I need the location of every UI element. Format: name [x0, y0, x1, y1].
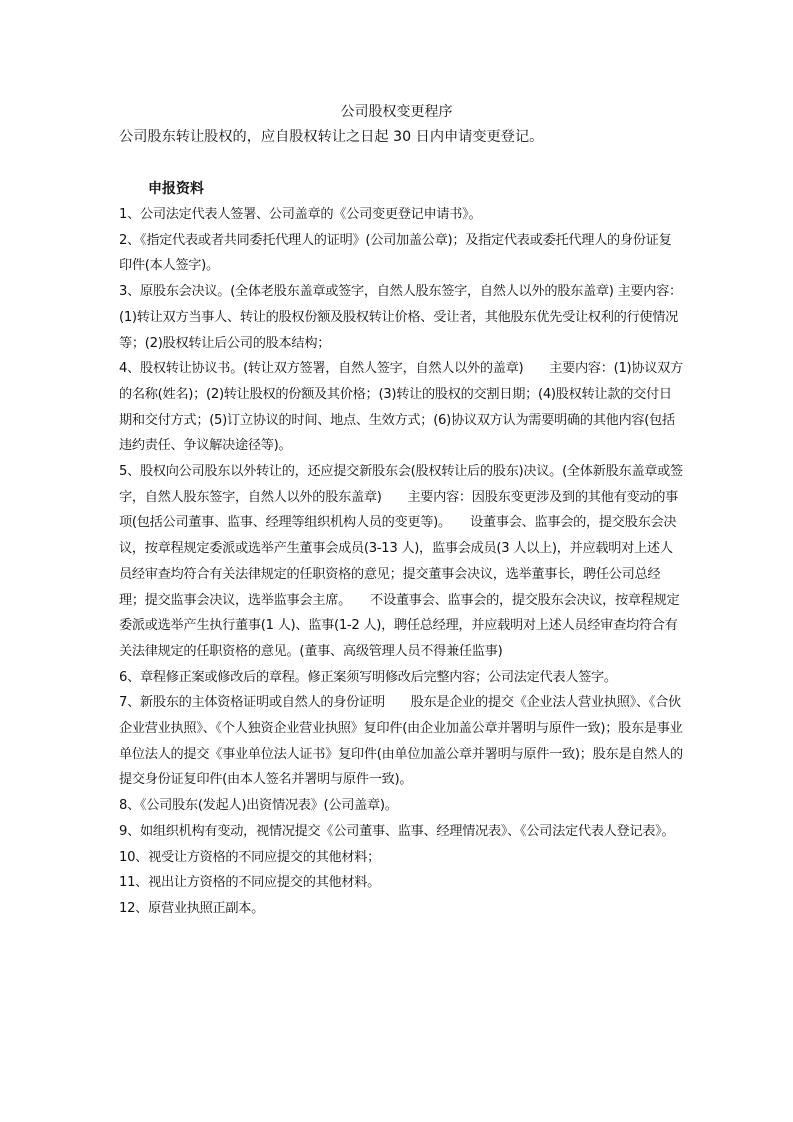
document-title: 公司股权变更程序 [340, 104, 453, 120]
intro-paragraph: 公司股东转让股权的，应自股权转让之日起 30 日内申请变更登记。 [119, 129, 544, 145]
list-item: 7、新股东的主体资格证明或自然人的身份证明 股东是企业的提交《企业法人营业执照》、《合伙企业营业执照》、《个人独资企业营业执照》复印件(由企业加盖公章并署明与原件一致)；股东是事业单位法人的提交《事业单位法人证书》复印件(由单位加盖公章并署明与原件一致)；股东是自然人的提交身份证复印件(由本人签名并署明与原件一致)。 [119, 695, 683, 788]
list-item: 12、原营业执照正副本。 [119, 900, 265, 916]
list-item: 1、公司法定代表人签署、公司盖章的《公司变更登记申请书》。 [119, 207, 482, 222]
requirement-list [119, 202, 684, 922]
list-item: 5、股权向公司股东以外转让的，还应提交新股东会(股权转让后的股东)决议。(全体新股东盖章或签字，自然人股东签字，自然人以外的股东盖章) 主要内容：因股东变更涉及到的其他有变动的事项(包括公司董事、监事、经理等组织机构人员的变更等)。 设董事会、监事会的，提交股东会决议，按章程规定委派或选举产生董事会成员(3-13 人)，监事会成员(3 人以上)，并应载明对上述人员经审查均符合有关法律规定的任职资格的意见；提交董事会决议，选举董事长，聘任公司总经理；提交监事会决议，选举监事会主席。 不设董事会、监事会的，提交股东会决议，按章程规定委派或选举产生执行董事(1 人)、监事(1-2 人)，聘任总经理，并应载明对上述人员经审查均符合有关法律规定的任职资格的意见。(董事、高级管理人员不得兼任监事) [119, 464, 683, 659]
list-item: 11、视出让方资格的不同应提交的其他材料。 [119, 875, 381, 891]
section-heading: 申报资料 [148, 181, 204, 197]
list-item: 4、股权转让协议书。(转让双方签署，自然人签字，自然人以外的盖章) 主要内容：(1)协议双方的名称(姓名)；(2)转让股权的份额及其价格；(3)转让的股权的交割日期；(4)股权转让款的交付日期和交付方式；(5)订立协议的时间、地点、生效方式；(6)协议双方认为需要明确的其他内容(包括违约责任、争议解决途径等)。 [119, 361, 683, 454]
list-item: 3、原股东会决议。(全体老股东盖章或签字，自然人股东签字，自然人以外的股东盖章) 主要内容：(1)转让双方当事人、转让的股权份额及股权转让价格、受让者，其他股东优先受让权利的行使情况等；(2)股权转让后公司的股本结构； [119, 284, 682, 351]
list-item: 6、章程修正案或修改后的章程。修正案须写明修改后完整内容；公司法定代表人签字。 [119, 669, 617, 685]
list-item: 9、如组织机构有变动，视情况提交《公司董事、监事、经理情况表》、《公司法定代表人登记表》。 [119, 823, 675, 839]
list-item: 10、视受让方资格的不同应提交的其他材料； [119, 849, 381, 865]
list-item: 2、《指定代表或者共同委托代理人的证明》(公司加盖公章)；及指定代表或委托代理人的身份证复印件(本人签字)。 [119, 232, 672, 274]
list-item: 8、《公司股东(发起人)出资情况表》(公司盖章)。 [119, 798, 398, 814]
